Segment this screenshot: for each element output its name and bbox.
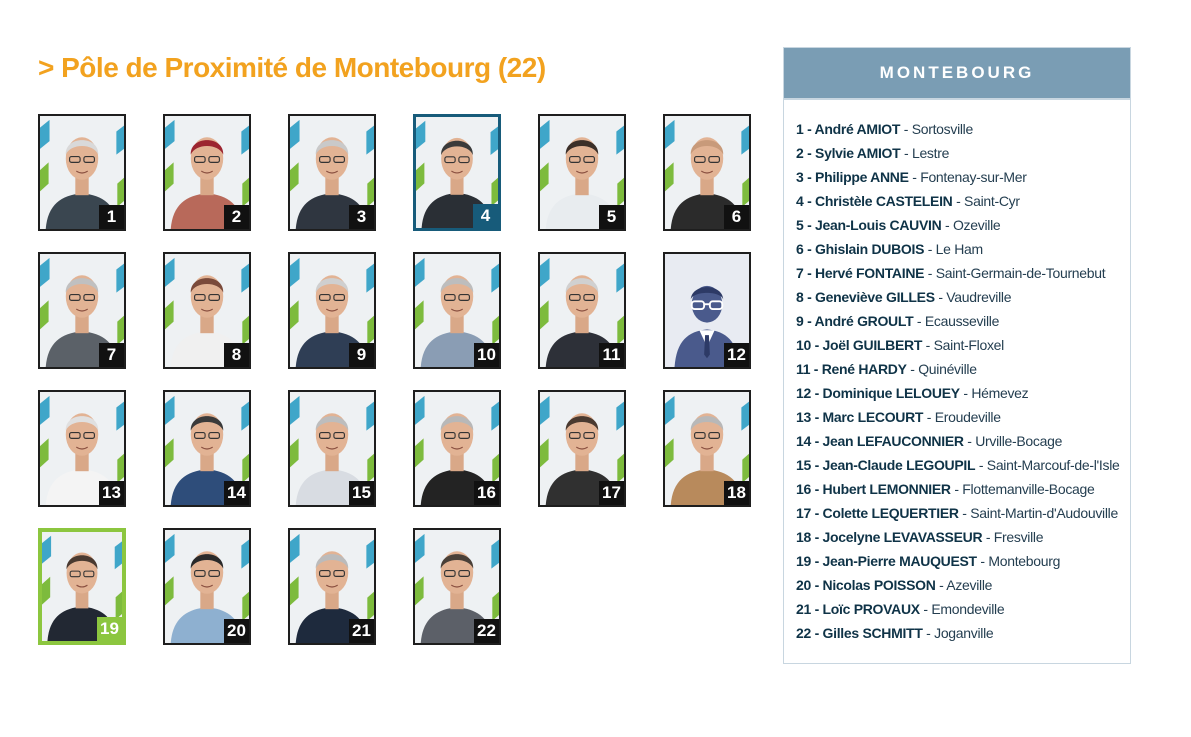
list-separator: - — [810, 505, 823, 521]
member-name[interactable]: Jean-Pierre MAUQUEST — [822, 553, 977, 569]
list-item — [796, 117, 1130, 141]
member-name[interactable]: Philippe ANNE — [815, 169, 909, 185]
member-name[interactable]: Ghislain DUBOIS — [815, 241, 925, 257]
list-separator: - — [803, 121, 815, 137]
member-number-badge: 12 — [724, 343, 749, 367]
member-card-9[interactable] — [288, 252, 376, 369]
town-separator: - — [900, 121, 912, 137]
member-card-13[interactable] — [38, 390, 126, 507]
list-item — [796, 165, 1130, 189]
member-number: 20 — [796, 577, 811, 593]
member-name[interactable]: René HARDY — [821, 361, 907, 377]
member-number-badge: 8 — [224, 343, 249, 367]
town-separator: - — [941, 217, 953, 233]
member-number: 2 — [796, 145, 804, 161]
list-item — [796, 477, 1130, 501]
member-number-badge: 20 — [224, 619, 249, 643]
town-separator: - — [934, 289, 947, 305]
member-number-badge: 4 — [473, 204, 498, 228]
member-card-10[interactable] — [413, 252, 501, 369]
member-number-badge: 3 — [349, 205, 374, 229]
member-name[interactable]: Christèle CASTELEIN — [815, 193, 953, 209]
member-list-panel — [783, 47, 1131, 664]
list-separator: - — [810, 529, 823, 545]
member-name[interactable]: André AMIOT — [814, 121, 901, 137]
member-town: Fresville — [993, 529, 1044, 545]
member-name[interactable]: André GROULT — [814, 313, 914, 329]
member-number-badge: 21 — [349, 619, 374, 643]
list-separator: - — [810, 433, 823, 449]
member-card-1[interactable] — [38, 114, 126, 231]
member-name[interactable]: Colette LEQUERTIER — [822, 505, 959, 521]
member-card-16[interactable] — [413, 390, 501, 507]
member-number: 17 — [796, 505, 811, 521]
member-name[interactable]: Jocelyne LEVAVASSEUR — [822, 529, 983, 545]
member-photo-grid — [38, 114, 758, 644]
member-name[interactable]: Geneviève GILLES — [815, 289, 935, 305]
member-number: 8 — [796, 289, 804, 305]
town-separator: - — [959, 385, 972, 401]
town-separator: - — [924, 241, 936, 257]
town-separator: - — [913, 313, 925, 329]
member-card-19[interactable] — [38, 528, 126, 645]
town-separator: - — [923, 409, 935, 425]
member-town: Le Ham — [935, 241, 983, 257]
member-town: Saint-Cyr — [964, 193, 1020, 209]
member-name[interactable]: Jean LEFAUCONNIER — [822, 433, 964, 449]
member-number-badge: 16 — [474, 481, 499, 505]
list-separator: - — [810, 361, 822, 377]
town-separator: - — [908, 169, 921, 185]
member-number-badge: 22 — [474, 619, 499, 643]
town-separator: - — [922, 625, 935, 641]
list-item — [796, 621, 1130, 645]
member-number: 15 — [796, 457, 811, 473]
list-item — [796, 573, 1130, 597]
list-item — [796, 453, 1130, 477]
list-item — [796, 405, 1130, 429]
member-name[interactable]: Joël GUILBERT — [822, 337, 923, 353]
list-separator: - — [810, 385, 823, 401]
town-separator: - — [976, 553, 989, 569]
list-item — [796, 429, 1130, 453]
member-number: 19 — [796, 553, 811, 569]
member-town: Fontenay-sur-Mer — [920, 169, 1027, 185]
member-number-badge: 15 — [349, 481, 374, 505]
list-separator: - — [810, 601, 823, 617]
member-number: 7 — [796, 265, 804, 281]
member-number: 10 — [796, 337, 811, 353]
member-town: Urville-Bocage — [975, 433, 1063, 449]
member-name[interactable]: Nicolas POISSON — [822, 577, 936, 593]
member-town: Ecausseville — [924, 313, 1000, 329]
member-number-badge: 14 — [224, 481, 249, 505]
member-town: Saint-Floxel — [933, 337, 1004, 353]
member-card-18[interactable] — [663, 390, 751, 507]
member-number: 14 — [796, 433, 811, 449]
member-number-badge: 18 — [724, 481, 749, 505]
member-town: Saint-Marcouf-de-l'Isle — [986, 457, 1120, 473]
member-number: 4 — [796, 193, 804, 209]
member-town: Quinéville — [918, 361, 977, 377]
member-name[interactable]: Gilles SCHMITT — [822, 625, 923, 641]
member-name[interactable]: Sylvie AMIOT — [815, 145, 901, 161]
list-separator: - — [810, 409, 823, 425]
list-item — [796, 141, 1130, 165]
member-name[interactable]: Loïc PROVAUX — [822, 601, 920, 617]
member-card-4[interactable] — [413, 114, 501, 231]
member-card-17[interactable] — [538, 390, 626, 507]
town-separator: - — [919, 601, 932, 617]
member-number-badge: 10 — [474, 343, 499, 367]
member-number-badge: 7 — [99, 343, 124, 367]
list-separator: - — [803, 145, 816, 161]
member-card-20[interactable] — [163, 528, 251, 645]
town-separator: - — [935, 577, 947, 593]
list-item — [796, 501, 1130, 525]
member-number: 21 — [796, 601, 811, 617]
member-town: Hémevez — [971, 385, 1029, 401]
list-separator: - — [810, 337, 823, 353]
town-separator: - — [906, 361, 919, 377]
member-list — [784, 100, 1130, 645]
member-card-22[interactable] — [413, 528, 501, 645]
list-separator: - — [803, 289, 816, 305]
member-number-badge: 5 — [599, 205, 624, 229]
member-name[interactable]: Hervé FONTAINE — [815, 265, 925, 281]
member-number: 12 — [796, 385, 811, 401]
member-town: Lestre — [911, 145, 950, 161]
list-separator: - — [803, 169, 816, 185]
list-separator: - — [810, 577, 823, 593]
member-card-7[interactable] — [38, 252, 126, 369]
list-item — [796, 309, 1130, 333]
list-item — [796, 237, 1130, 261]
member-number-badge: 19 — [97, 617, 122, 641]
list-separator: - — [803, 313, 815, 329]
member-name[interactable]: Hubert LEMONNIER — [822, 481, 951, 497]
list-separator: - — [803, 217, 816, 233]
member-town: Vaudreville — [946, 289, 1012, 305]
list-item — [796, 525, 1130, 549]
member-town: Azeville — [946, 577, 993, 593]
member-number: 18 — [796, 529, 811, 545]
member-number-badge: 2 — [224, 205, 249, 229]
member-town: Montebourg — [988, 553, 1061, 569]
town-separator: - — [950, 481, 963, 497]
member-town: Eroudeville — [934, 409, 1001, 425]
member-card-5[interactable] — [538, 114, 626, 231]
member-number-badge: 13 — [99, 481, 124, 505]
member-card-14[interactable] — [163, 390, 251, 507]
list-separator: - — [803, 193, 816, 209]
member-name[interactable]: Dominique LELOUEY — [822, 385, 960, 401]
member-town: Emondeville — [931, 601, 1005, 617]
town-separator: - — [982, 529, 994, 545]
town-separator: - — [952, 193, 965, 209]
list-item — [796, 381, 1130, 405]
page-title: > Pôle de Proximité de Montebourg (22) — [38, 52, 546, 83]
member-card-6[interactable] — [663, 114, 751, 231]
panel-heading: MONTEBOURG — [784, 48, 1130, 100]
member-card-11[interactable] — [538, 252, 626, 369]
member-card-21[interactable] — [288, 528, 376, 645]
town-separator: - — [924, 265, 936, 281]
member-number-badge: 11 — [599, 343, 624, 367]
list-item — [796, 549, 1130, 573]
member-card-8[interactable] — [163, 252, 251, 369]
list-separator: - — [803, 241, 816, 257]
list-separator: - — [810, 553, 823, 569]
town-separator: - — [963, 433, 976, 449]
town-separator: - — [922, 337, 934, 353]
list-separator: - — [810, 481, 823, 497]
member-town: Sortosville — [911, 121, 973, 137]
town-separator: - — [958, 505, 971, 521]
member-town: Flottemanville-Bocage — [962, 481, 1095, 497]
member-number: 5 — [796, 217, 804, 233]
list-item — [796, 285, 1130, 309]
member-number: 22 — [796, 625, 811, 641]
town-separator: - — [975, 457, 987, 473]
list-separator: - — [810, 625, 823, 641]
list-item — [796, 213, 1130, 237]
town-separator: - — [900, 145, 912, 161]
member-town: Ozeville — [952, 217, 1001, 233]
member-number: 11 — [796, 361, 811, 377]
member-card-3[interactable] — [288, 114, 376, 231]
list-item — [796, 597, 1130, 621]
member-number: 9 — [796, 313, 804, 329]
list-separator: - — [803, 265, 816, 281]
member-number-badge: 6 — [724, 205, 749, 229]
list-item — [796, 189, 1130, 213]
member-card-2[interactable] — [163, 114, 251, 231]
member-number: 16 — [796, 481, 811, 497]
member-card-15[interactable] — [288, 390, 376, 507]
member-name[interactable]: Marc LECOURT — [822, 409, 924, 425]
member-town: Saint-Martin-d'Audouville — [970, 505, 1118, 521]
list-item — [796, 333, 1130, 357]
member-number: 1 — [796, 121, 804, 137]
member-number: 6 — [796, 241, 804, 257]
member-card-12[interactable] — [663, 252, 751, 369]
member-number-badge: 17 — [599, 481, 624, 505]
list-item — [796, 261, 1130, 285]
member-number-badge: 9 — [349, 343, 374, 367]
member-town: Saint-Germain-de-Tournebut — [935, 265, 1106, 281]
member-number: 13 — [796, 409, 811, 425]
member-name[interactable]: Jean-Claude LEGOUPIL — [822, 457, 976, 473]
member-number: 3 — [796, 169, 804, 185]
member-name[interactable]: Jean-Louis CAUVIN — [815, 217, 942, 233]
member-number-badge: 1 — [99, 205, 124, 229]
list-separator: - — [810, 457, 823, 473]
list-item — [796, 357, 1130, 381]
member-town: Joganville — [934, 625, 994, 641]
